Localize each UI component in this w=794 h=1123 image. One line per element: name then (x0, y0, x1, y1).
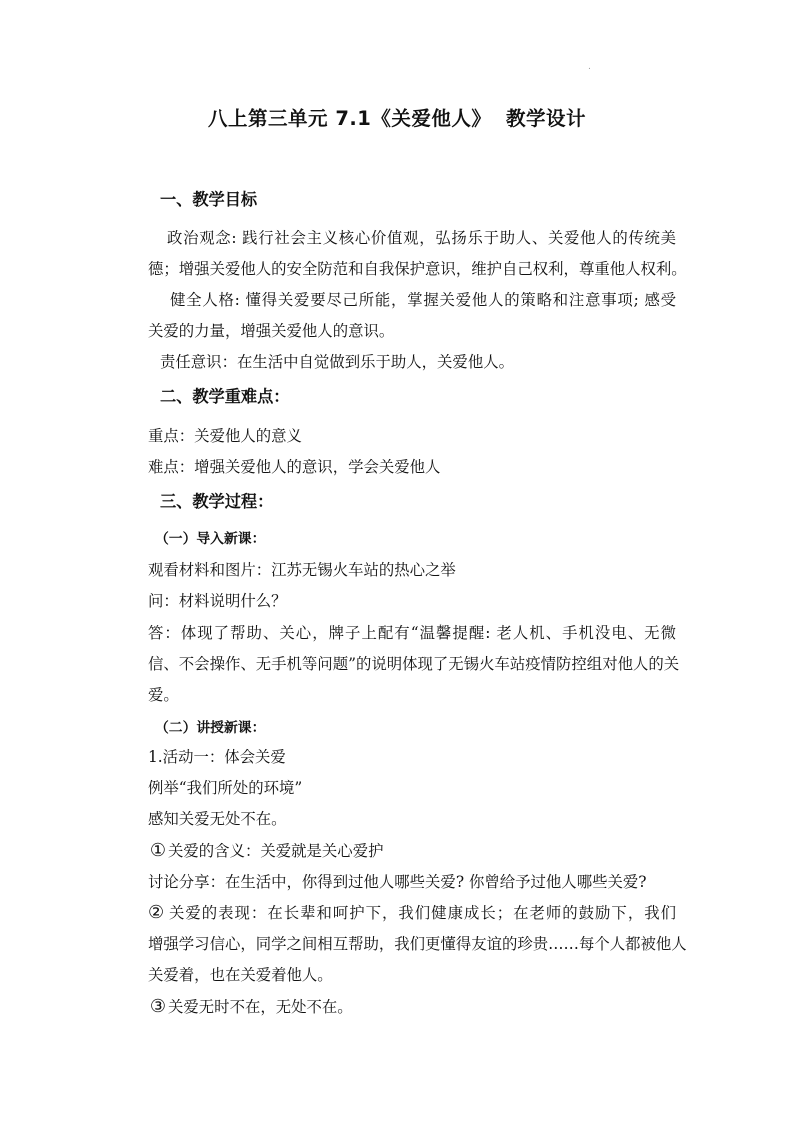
perceive-care: 感知关爱无处不在。 (148, 810, 287, 828)
intro-line-1: 观看材料和图片：江苏无锡火车站的热心之举 (148, 561, 456, 579)
item-everywhere (148, 996, 353, 1018)
corner-mark: . (588, 62, 591, 72)
subheading-teaching: （二）讲授新课： (155, 720, 266, 736)
item-expression-line3: 关爱着，也在关爱着他人。 (148, 966, 333, 984)
item-everywhere-text: 关爱无时不在，无处不在。 (168, 998, 353, 1016)
paragraph-political-line1: 政治观念: 践行社会主义核心价值观，弘扬乐于助人、关爱他人的传统美 (167, 229, 676, 247)
difficult-point: 难点：增强关爱他人的意识，学会关爱他人 (148, 458, 441, 476)
paragraph-personality-line1: 健全人格: 懂得关爱要尽己所能，掌握关爱他人的策略和注意事项; 感受 (170, 291, 676, 309)
paragraph-political-line2: 德；增强关爱他人的安全防范和自我保护意识，维护自己权利，尊重他人权利。 (148, 260, 687, 278)
document-title: 八上第三单元 7.1《关爱他人》 教学设计 (208, 107, 586, 130)
key-point: 重点：关爱他人的意义 (148, 427, 302, 445)
paragraph-responsibility: 责任意识：在生活中自觉做到乐于助人，关爱他人。 (160, 353, 514, 371)
subheading-intro: （一）导入新课： (155, 531, 266, 547)
intro-answer-line3: 爱。 (148, 686, 179, 704)
discussion-share: 讨论分享：在生活中，你得到过他人哪些关爱? 你曾给予过他人哪些关爱? (148, 873, 647, 891)
section-heading-process: 三、教学过程： (160, 492, 274, 511)
section-heading-keypoints: 二、教学重难点： (160, 387, 290, 406)
example-environment: 例举“我们所处的环境” (148, 779, 303, 797)
intro-answer-line1: 答：体现了帮助、关心，牌子上配有“温馨提醒: 老人机、手机没电、无微 (148, 624, 676, 642)
intro-answer-line2: 信、不会操作、无手机等问题”的说明体现了无锡火车站疫情防控组对他人的关 (148, 655, 680, 673)
item-meaning (148, 840, 383, 862)
section-heading-goals: 一、教学目标 (160, 190, 258, 209)
circled-number-3: ③ (149, 996, 167, 1017)
item-meaning-text: 关爱的含义：关爱就是关心爱护 (168, 842, 384, 860)
circled-number-1: ① (149, 840, 167, 861)
intro-question: 问：材料说明什么？ (148, 592, 287, 610)
item-expression-text-line1: 关爱的表现：在长辈和呵护下，我们健康成长；在老师的鼓励下，我们 (168, 904, 676, 922)
item-expression-line1 (148, 902, 676, 924)
paragraph-personality-line2: 关爱的力量，增强关爱他人的意识。 (148, 322, 395, 340)
circled-number-2: ② (148, 902, 165, 923)
item-expression-line2: 增强学习信心，同学之间相互帮助，我们更懂得友谊的珍贵……每个人都被他人 (148, 935, 687, 953)
activity-one: 1.活动一：体会关爱 (148, 748, 286, 766)
